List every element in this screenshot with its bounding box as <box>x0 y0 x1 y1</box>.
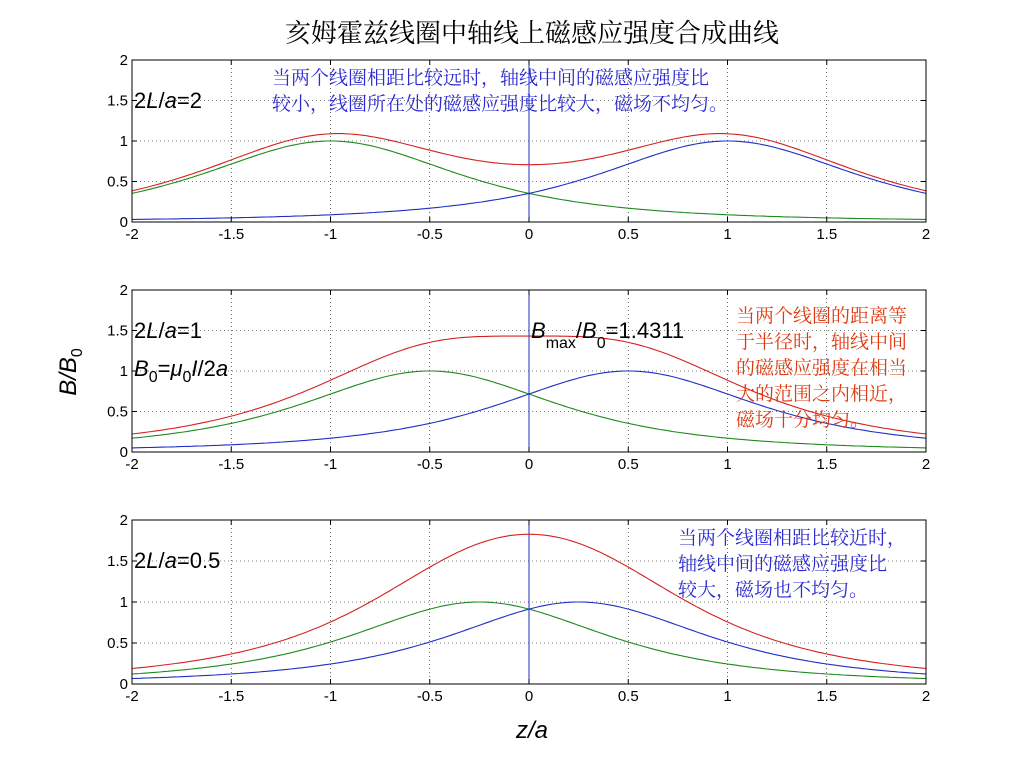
y-tick-label: 0 <box>119 444 128 461</box>
y-tick-label: 1 <box>119 363 128 380</box>
x-tick-label: 1.5 <box>816 226 838 243</box>
x-tick-label: 1.5 <box>816 456 838 473</box>
subplot-2 <box>107 282 930 473</box>
chart-title: 亥姆霍兹线圈中轴线上磁感应强度合成曲线 <box>284 19 780 49</box>
annotation-text: 当两个线圈的距离等 <box>736 305 908 327</box>
annotation-text: 于半径时，轴线中间 <box>736 331 908 353</box>
x-tick-label: 1 <box>723 456 732 473</box>
x-tick-label: 1.5 <box>816 688 838 705</box>
x-tick-label: 2 <box>921 688 931 705</box>
y-tick-label: 1.5 <box>107 92 128 110</box>
y-tick-label: 2 <box>119 52 128 69</box>
subplot-3 <box>107 512 930 705</box>
annotation-text: 当两个线圈相距比较远时，轴线中间的磁感应强度比 <box>272 67 710 89</box>
x-tick-label: -0.5 <box>416 456 443 473</box>
x-tick-label: -0.5 <box>416 688 443 705</box>
y-tick-label: 0 <box>119 214 128 231</box>
x-tick-label: 2 <box>921 456 931 473</box>
y-tick-label: 0 <box>119 676 128 693</box>
annotation-text: 较大，磁场也不均匀。 <box>678 579 869 601</box>
annotation-text: 轴线中间的磁感应强度比 <box>678 553 888 575</box>
x-tick-label: -1.5 <box>218 456 245 473</box>
x-tick-label: 2 <box>921 226 931 243</box>
x-tick-label: 1 <box>723 226 732 243</box>
x-tick-label: -2 <box>125 688 139 705</box>
y-tick-label: 2 <box>119 512 128 529</box>
x-tick-label: -2 <box>125 226 139 243</box>
y-axis-label: $B/B_0$ <box>55 348 86 396</box>
y-tick-label: 0.5 <box>107 635 128 652</box>
x-tick-label: 0.5 <box>617 226 639 243</box>
x-tick-label: -0.5 <box>416 226 443 243</box>
annotation-text: 磁场十分均匀。 <box>736 409 870 431</box>
y-tick-label: 0.5 <box>107 173 128 191</box>
parameter-label: 2L/a=2 <box>134 88 202 113</box>
annotation-text: 的磁感应强度在相当 <box>736 357 908 379</box>
x-tick-label: 0.5 <box>617 456 639 473</box>
y-tick-label: 1 <box>119 133 128 150</box>
x-tick-label: -1 <box>323 456 338 473</box>
x-tick-label: -2 <box>125 456 139 473</box>
x-tick-label: -1.5 <box>218 688 245 705</box>
annotation-text: 较小，线圈所在处的磁感应强度比较大，磁场不均匀。 <box>272 93 729 115</box>
x-tick-label: 1 <box>723 688 732 705</box>
x-tick-label: -1.5 <box>218 226 245 243</box>
x-tick-label: 0 <box>524 456 534 473</box>
x-tick-label: 0 <box>524 226 534 243</box>
annotation-text: 大的范围之内相近， <box>736 383 908 405</box>
y-tick-label: 0.5 <box>107 403 128 421</box>
y-tick-label: 1.5 <box>107 553 128 570</box>
parameter-label: 2L/a=0.5 <box>134 548 221 573</box>
x-axis-label: z/a <box>515 717 549 744</box>
subplot-1 <box>107 52 930 243</box>
x-tick-label: 0.5 <box>617 688 639 705</box>
x-tick-label: -1 <box>323 688 338 705</box>
bmax-ratio-label: $B_{max}/B_0=1.4311$ <box>531 318 685 352</box>
b0-definition-label: $B_0=\mu_0I/2a$ <box>134 356 229 386</box>
x-tick-label: -1 <box>323 226 338 243</box>
y-tick-label: 2 <box>119 282 128 299</box>
subplots <box>107 52 930 705</box>
parameter-label: 2L/a=1 <box>134 318 202 343</box>
annotation-text: 当两个线圈相距比较近时， <box>678 527 907 549</box>
y-tick-label: 1 <box>119 594 128 611</box>
y-tick-label: 1.5 <box>107 322 128 340</box>
x-tick-label: 0 <box>524 688 534 705</box>
